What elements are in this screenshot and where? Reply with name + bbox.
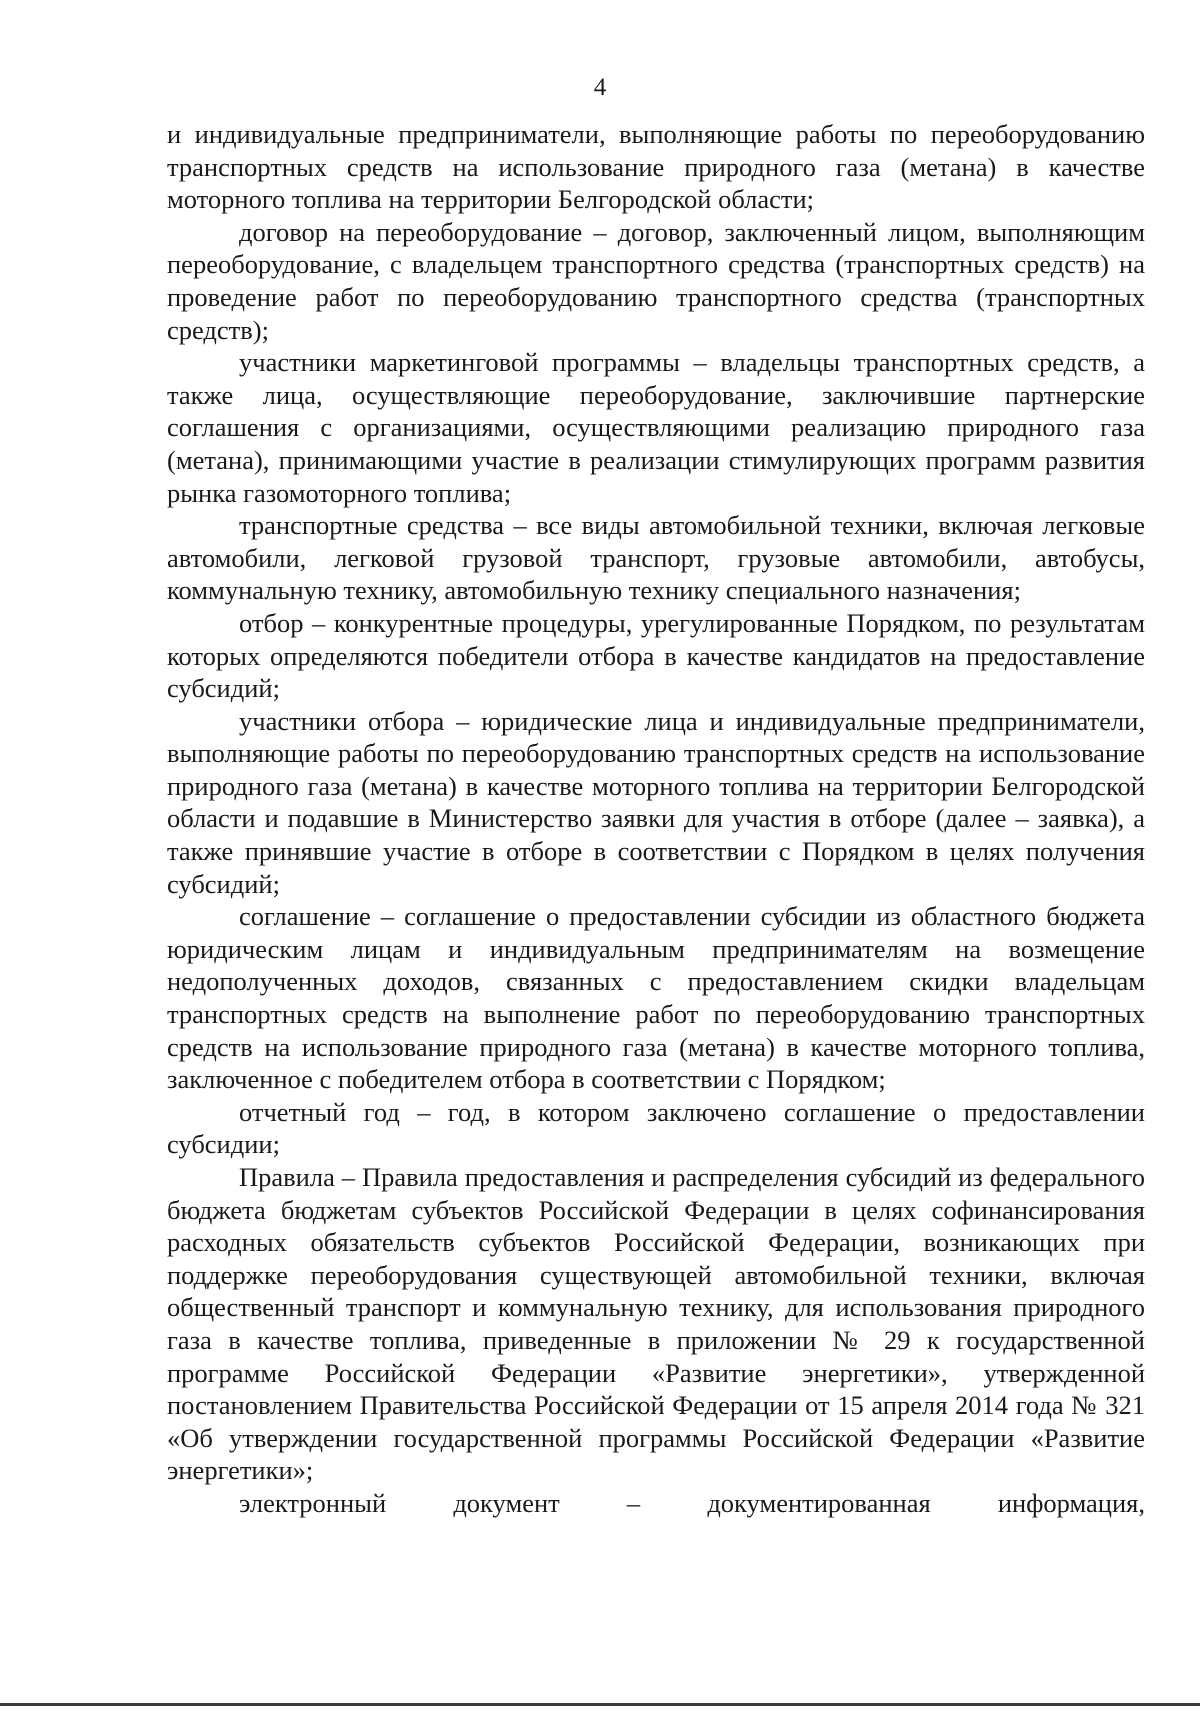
paragraph-conversion-contract: договор на переоборудование – договор, заключенный лицом, выполняющим переоборудование, с владельцем транспортного средства (транспортных средств) на проведение работ по переоборудованию транспортного средства (транспортных средств); <box>167 216 1145 345</box>
paragraph-marketing-program-participants: участники маркетинговой программы – владельцы транспортных средств, а также лица, осуществляющие переоборудование, заключившие партнерские соглашения с организациями, осуществляющими реализацию природного газа (метана), принимающими участие в реализации стимулирующих программ развития рынка газомоторного топлива; <box>167 347 1145 508</box>
paragraph-entrepreneurs-continued: и индивидуальные предприниматели, выполняющие работы по переоборудованию транспортных средств на использование природного газа (метана) в качестве моторного топлива на территории Белгородской области; <box>167 119 1145 215</box>
paragraph-selection-participants: участники отбора – юридические лица и индивидуальные предприниматели, выполняющие работы по переоборудованию транспортных средств на использование природного газа (метана) в качестве моторного топлива на территории Белгородской области и подавшие в Министерство заявки для участия в отборе (далее – заявка), а также принявшие участие в отборе в соответствии с Порядком в целях получения субсидий; <box>167 705 1145 899</box>
paragraph-rules: Правила – Правила предоставления и распределения субсидий из федерального бюджета бюджетам субъектов Российской Федерации в целях софинансирования расходных обязательств субъектов Российской Федерации, возникающих при поддержке переоборудования существующей автомобильной техники, включая общественный транспорт и коммунальную технику, для использования природного газа в качестве топлива, приведенные в приложении № 29 к государственной программе Российской Федерации «Развитие энергетики», утвержденной постановлением Правительства Российской Федерации от 15 апреля 2014 года № 321 «Об утверждении государственной программы Российской Федерации «Развитие энергетики»; <box>167 1162 1145 1486</box>
page-number: 4 <box>593 74 607 101</box>
paragraph-reporting-year: отчетный год – год, в котором заключено соглашение о предоставлении субсидии; <box>167 1096 1145 1160</box>
paragraph-vehicles: транспортные средства – все виды автомобильной техники, включая легковые автомобили, легковой грузовой транспорт, грузовые автомобили, автобусы, коммунальную технику, автомобильную технику специального назначения; <box>167 510 1145 606</box>
paragraph-agreement: соглашение – соглашение о предоставлении субсидии из областного бюджета юридическим лицам и индивидуальным предпринимателям на возмещение недополученных доходов, связанных с предоставлением скидки владельцам транспортных средств на выполнение работ по переоборудованию транспортных средств на использование природного газа (метана) в качестве моторного топлива, заключенное с победителем отбора в соответствии с Порядком; <box>167 901 1145 1095</box>
bottom-edge-line <box>0 1703 1200 1706</box>
document-body <box>167 118 1145 1520</box>
paragraph-electronic-document: электронный документ – документированная информация, <box>239 1487 1145 1518</box>
paragraph-selection: отбор – конкурентные процедуры, урегулированные Порядком, по результатам которых определяются победители отбора в качестве кандидатов на предоставление субсидий; <box>167 607 1145 704</box>
